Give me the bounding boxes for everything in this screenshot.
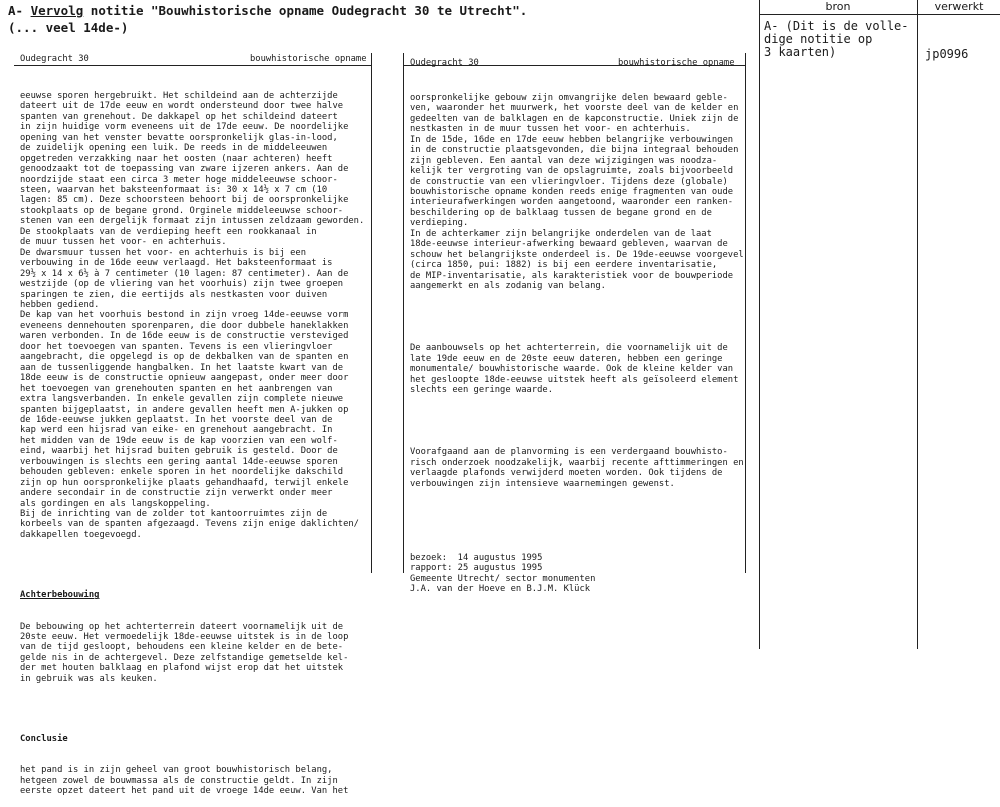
text-line: opgetreden verzakking naar het oosten (naar achteren) heeft — [20, 153, 333, 164]
text-line: door het toevoegen van spanten. Tevens is een vlieringvloer — [20, 341, 333, 352]
text-line: dakkapellen toegevoegd. — [20, 529, 142, 540]
text-line: in zijn huidige vorm eveneens uit de 17de eeuw. De noordelijke — [20, 122, 349, 133]
text-line: gedeelten van de balklagen en de kapconstructie. Uniek zijn de — [410, 113, 739, 124]
text-line: ven, waaronder het muurwerk, het voorste deel van de kelder en — [410, 103, 739, 114]
left-paragraph-1 — [20, 91, 364, 540]
text-line: De aanbouwsels op het achterterrein, die voornamelijk uit de — [410, 343, 728, 354]
sidebar-code: jp0996 — [925, 47, 969, 61]
text-line: 20ste eeuw. Het vermoedelijk 18de-eeuwse uitstek is in de loop — [20, 632, 349, 643]
left-running-head-left: Oudegracht 30 — [20, 54, 89, 64]
text-line: bouwhistorische opname konden reeds enige fragmenten van oude — [410, 186, 734, 197]
text-line: 18de eeuw is de constructie opnieuw aangepast, onder meer door — [20, 373, 349, 384]
right-paragraph-2 — [410, 343, 744, 395]
section-title-achterbebouwing: Achterbebouwing — [20, 590, 100, 601]
text-line: korbeels van de spanten afgezaagd. Tevens zijn enige daklichten/ — [20, 519, 359, 530]
section-title-conclusie: Conclusie — [20, 734, 68, 745]
sidebar-left-rule — [759, 0, 760, 649]
text-line: 29½ x 14 x 6½ à 7 centimeter (10 lagen: 87 centimeter). Aan de — [20, 268, 349, 279]
text-line: in gebruik was als keuken. — [20, 673, 158, 684]
text-line: eind, waarbij het hijsrad buiten gebruik is gesteld. Door de — [20, 446, 338, 457]
text-line: zijn gebleven. Een aantal van deze wijzigingen was noodza- — [410, 155, 718, 166]
text-line: spanten bijgeplaatst, in andere gevallen heeft men A-jukken op — [20, 404, 349, 415]
text-line: eveneens dennehouten sporenparen, die door dubbele haneklakken — [20, 320, 349, 331]
text-line: nestkasten in de muur tussen het voor- en achterhuis. — [410, 124, 691, 135]
text-line: verdieping. — [410, 218, 469, 229]
text-line: de muur tussen het voor- en achterhuis. — [20, 237, 227, 248]
document-title — [8, 3, 527, 18]
left-paragraph-achterbebouwing — [20, 622, 364, 685]
text-line: der met houten balklaag en plafond wijst erop dat het uitstek — [20, 663, 344, 674]
text-line: late 19de eeuw en de 20ste eeuw dateren, hebben een geringe — [410, 353, 723, 364]
text-line: opening van het venster bevatte oorspronkelijk glas-in-lood, — [20, 132, 338, 143]
text-line: (circa 1850, pui: 1882) is bij een eerdere inventarisatie, — [410, 260, 718, 271]
text-line: aangebracht, die opgelegd is op de dekbalken van de spanten en — [20, 352, 349, 363]
document-subtitle: (... veel 14de-) — [8, 20, 129, 35]
text-line: stookplaats op de begane grond. Orginele middeleeuwse schoor- — [20, 205, 344, 216]
text-line: westzijde (op de vliering van het voorhuis) zijn twee groepen — [20, 279, 344, 290]
text-line: als gordingen en als langskoppeling. — [20, 498, 211, 509]
text-line: aangemerkt en als zodanig van belang. — [410, 281, 606, 292]
sidebar-mid-rule — [917, 0, 918, 649]
column-header-verwerkt: verwerkt — [934, 0, 984, 13]
sidebar-note — [764, 20, 909, 59]
footer-line: J.A. van der Hoeve en B.J.M. Klück — [410, 584, 591, 595]
right-column-left-border — [403, 53, 404, 573]
text-line: behouden gebleven: enkele sporen in het noordelijke dakschild — [20, 467, 344, 478]
text-line: in de constructie plaatsgevonden, die bijna integraal behouden — [410, 145, 739, 156]
text-line: de constructie van een vlieringvloer. Tijdens deze (globale) — [410, 176, 728, 187]
title-vervolg: Vervolg — [30, 3, 84, 18]
text-line: risch onderzoek noodzakelijk, waarbij recente afttimmeringen en — [410, 457, 744, 468]
text-line: sparingen te zien, die eertijds als nestkasten voor duiven — [20, 289, 328, 300]
left-paragraph-conclusie — [20, 765, 364, 796]
text-line: De bebouwing op het achterterrein dateert voornamelijk uit de — [20, 621, 344, 632]
text-line: In de 15de, 16de en 17de eeuw hebben belangrijke verbouwingen — [410, 134, 734, 145]
text-line: interieurafwerkingen worden aangetoond, waaronder een ranken- — [410, 197, 734, 208]
left-column-text — [20, 70, 364, 807]
text-line: De kap van het voorhuis bestond in zijn vroeg 14de-eeuwse vorm — [20, 310, 349, 321]
text-line: andere secondair in de constructie zijn verwerkt onder meer — [20, 488, 333, 499]
text-line: schouw het belangrijkste onderdeel is. De 19de-eeuwse voorgevel — [410, 249, 744, 260]
text-line: het pand is in zijn geheel van groot bouwhistorisch belang, — [20, 765, 333, 776]
left-running-head-right: bouwhistorische opname — [250, 54, 367, 64]
footer-line: bezoek: 14 augustus 1995 — [410, 553, 543, 564]
text-line: De stookplaats van de verdieping heeft een rookkanaal in — [20, 226, 317, 237]
note-line: dige notitie op — [764, 32, 873, 46]
text-line: spanten van grenehout. De dakkapel op het schildeind dateert — [20, 111, 338, 122]
text-line: steen, waarvan het baksteenformaat is: 30 x 14½ x 7 cm (10 — [20, 184, 328, 195]
text-line: Bij de inrichting van de zolder tot kantoorruimtes zijn de — [20, 509, 328, 520]
text-line: De dwarsmuur tussen het voor- en achterhuis is bij een — [20, 247, 306, 258]
right-running-head-right: bouwhistorische opname — [618, 58, 735, 68]
text-line: kap werd een hijsrad van eike- en grenehout aangebracht. In — [20, 425, 333, 436]
title-rest: notitie "Bouwhistorische opname Oudegracht 30 te Utrecht". — [83, 3, 528, 18]
text-line: genoodzaakt tot de toepassing van zware ijzeren ankers. Aan de — [20, 164, 349, 175]
text-line: lagen: 85 cm). Deze schoorsteen behoort bij de oorspronkelijke — [20, 195, 349, 206]
title-prefix: A- — [8, 3, 31, 18]
text-line: stenen van een dergelijk formaat zijn intussen zeldzaam geworden. — [20, 216, 365, 227]
text-line: het gesloopte 18de-eeuwse uitstek heeft als geïsoleerd element — [410, 374, 739, 385]
left-running-head-rule — [14, 65, 371, 66]
right-paragraph-1 — [410, 93, 744, 292]
footer-line: Gemeente Utrecht/ sector monumenten — [410, 573, 596, 584]
text-line: de zuidelijk opening een luik. De reeds in de middeleeuwen — [20, 143, 328, 154]
text-line: hetgeen zowel de bouwmassa als de constructie geldt. In zijn — [20, 775, 338, 786]
text-line: Voorafgaand aan de planvorming is een verdergaand bouwhisto- — [410, 447, 728, 458]
text-line: eerste opzet dateert het pand uit de vroege 14de eeuw. Van het — [20, 786, 349, 797]
text-line: waren verbonden. In de 16de eeuw is de constructie versteviged — [20, 331, 349, 342]
text-line: oorspronkelijke gebouw zijn omvangrijke delen bewaard geble- — [410, 92, 728, 103]
text-line: het midden van de 19de eeuw is de kap voorzien van een wolf- — [20, 435, 338, 446]
text-line: gelde nis in de achtergevel. Deze zelfstandige gemetselde kel- — [20, 652, 349, 663]
right-footer-info — [410, 553, 744, 595]
text-line: beschildering op de balklaag tussen de begane grond en de — [410, 207, 712, 218]
footer-line: rapport: 25 augustus 1995 — [410, 563, 543, 574]
right-running-head-left: Oudegracht 30 — [410, 58, 479, 68]
text-line: 18de-eeuwse interieur-afwerking bewaard gebleven, waarvan de — [410, 239, 728, 250]
text-line: het toevoegen van grenehouten spanten en het aanbrengen van — [20, 383, 333, 394]
text-line: dateert uit de 17de eeuw en wordt ondersteund door twee halve — [20, 101, 344, 112]
text-line: slechts een geringe waarde. — [410, 385, 553, 396]
text-line: verlaagde plafonds verwijderd moeten worden. Ook tijdens de — [410, 468, 723, 479]
left-column-border — [371, 53, 372, 573]
text-line: van de tijd gesloopt, behoudens een kleine kelder en de bete- — [20, 642, 344, 653]
sidebar-header-rule — [759, 14, 1000, 15]
right-column-text — [410, 72, 744, 605]
text-line: noordzijde staat een circa 3 meter hoge middeleeuwse schoor- — [20, 174, 338, 185]
text-line: zijn op hun oorspronkelijke plaats gehandhaafd, terwijl enkele — [20, 477, 349, 488]
right-column-right-border — [745, 53, 746, 573]
text-line: verbouwing in de 16de eeuw verlaagd. Het baksteenformaat is — [20, 258, 333, 269]
text-line: verbouwingen is slechts een gering aantal 14de-eeuwse sporen — [20, 456, 338, 467]
text-line: kelijk ter vergroting van de opslagruimte, zoals bijvoorbeeld — [410, 166, 734, 177]
text-line: aan de tussenliggende hangbalken. In het laatste kwart van de — [20, 362, 344, 373]
note-line: A- (Dit is de volle- — [764, 19, 909, 33]
text-line: hebben gediend. — [20, 299, 100, 310]
right-paragraph-3 — [410, 447, 744, 489]
text-line: de 16de-eeuwse jukken geplaatst. In het voorste deel van de — [20, 414, 333, 425]
text-line: de MIP-inventarisatie, als karakteristiek voor de bouwperiode — [410, 270, 734, 281]
text-line: monumentale/ bouwhistorische waarde. Ook de kleine kelder van — [410, 364, 734, 375]
text-line: In de achterkamer zijn belangrijke onderdelen van de laat — [410, 228, 712, 239]
note-line: 3 kaarten) — [764, 45, 837, 59]
text-line: verbouwingen zijn intensieve waarnemingen gewenst. — [410, 478, 675, 489]
text-line: extra langsverbanden. In enkele gevallen zijn complete nieuwe — [20, 394, 344, 405]
text-line: eeuwse sporen hergebruikt. Het schildeind aan de achterzijde — [20, 90, 338, 101]
column-header-bron: bron — [825, 0, 851, 13]
